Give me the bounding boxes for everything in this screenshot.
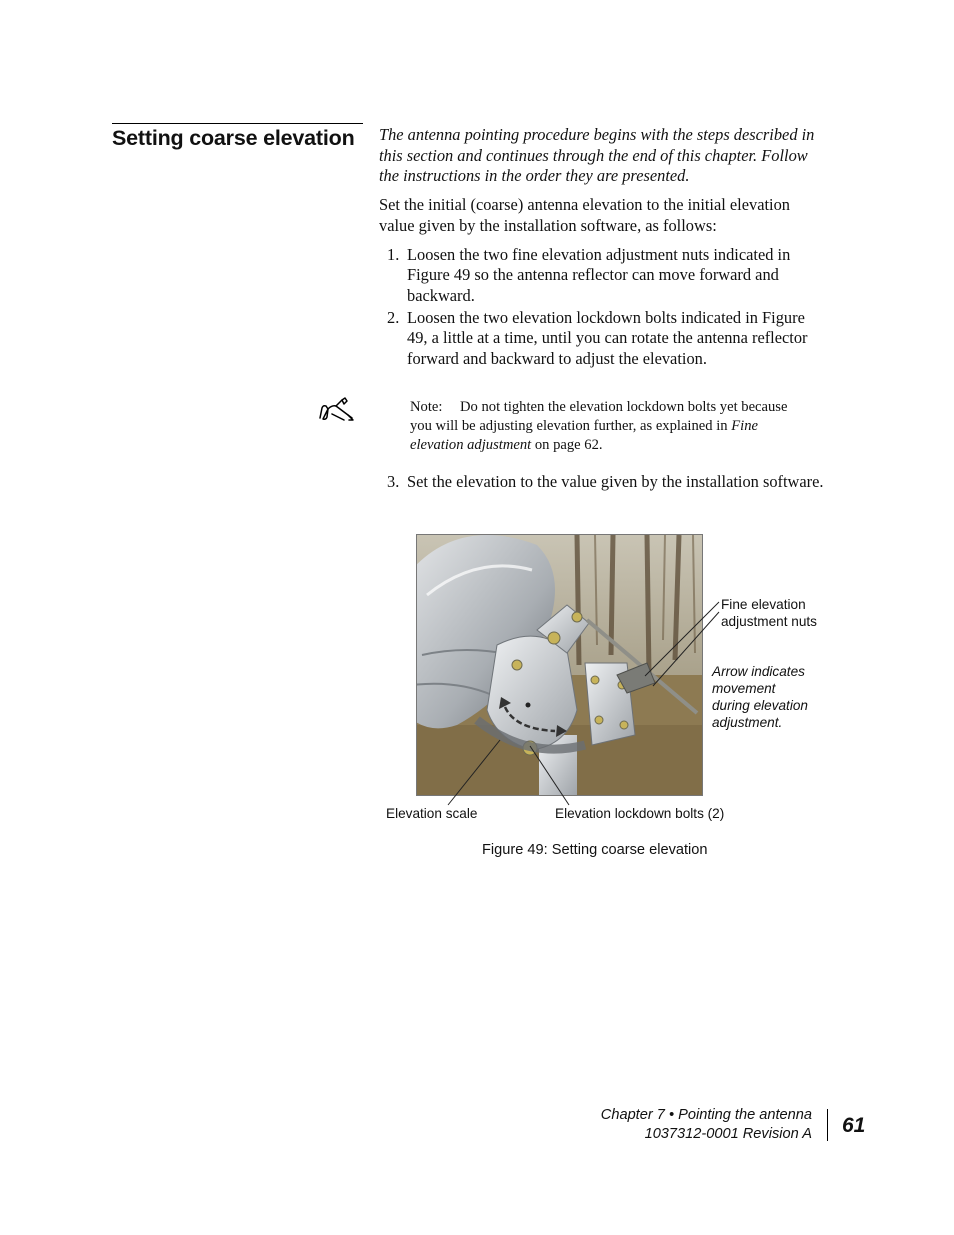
step-text: Loosen the two fine elevation adjustment nuts indicated in Figure 49 so the antenna reflector can move forward and backward. [407, 245, 791, 305]
intro-paragraph: The antenna pointing procedure begins with the steps described in this section and continues through the end of this chapter. Follow the instructions in the order they are presented. [379, 125, 815, 186]
page-number: 61 [842, 1114, 866, 1137]
callout-fine-elevation-nuts: Fine elevation adjustment nuts [721, 597, 817, 629]
body-paragraph: Set the initial (coarse) antenna elevation to the initial elevation value given by the installation software, as follows: [379, 195, 790, 235]
footer-divider [827, 1109, 828, 1141]
step-number: 1. [387, 245, 400, 264]
note-text-end: on page 62. [531, 436, 603, 453]
antenna-elevation-photo [416, 534, 703, 796]
callout-arrow-movement: Arrow indicates movement during elevation adjustment. [712, 664, 808, 730]
note-label: Note: [410, 399, 443, 415]
step-number: 2. [387, 308, 400, 327]
page-footer [601, 1106, 812, 1144]
callout-lockdown-bolts: Elevation lockdown bolts (2) [555, 806, 725, 821]
step-number: 3. [387, 472, 400, 491]
antenna-bracket-illustration [417, 535, 703, 796]
step-text: Set the elevation to the value given by the installation software. [407, 472, 824, 491]
note-text: Do not tighten the elevation lockdown bolts yet because you will be adjusting elevation further, as explained in [410, 399, 788, 434]
note-cross-reference[interactable]: Fine elevation adjustment [410, 417, 758, 453]
step-text: Loosen the two elevation lockdown bolts indicated in Figure 49, a little at a time, until you can rotate the antenna reflector forward and backward to adjust the elevation. [407, 308, 808, 368]
footer-revision: 1037312-0001 Revision A [644, 1126, 812, 1142]
callout-elevation-scale: Elevation scale [386, 806, 478, 821]
section-title: Setting coarse elevation [112, 126, 355, 150]
writing-hand-icon [318, 396, 356, 422]
footer-chapter: Chapter 7 • Pointing the antenna [600, 1107, 812, 1123]
figure-caption: Figure 49: Setting coarse elevation [482, 842, 708, 858]
note-block [410, 398, 800, 454]
